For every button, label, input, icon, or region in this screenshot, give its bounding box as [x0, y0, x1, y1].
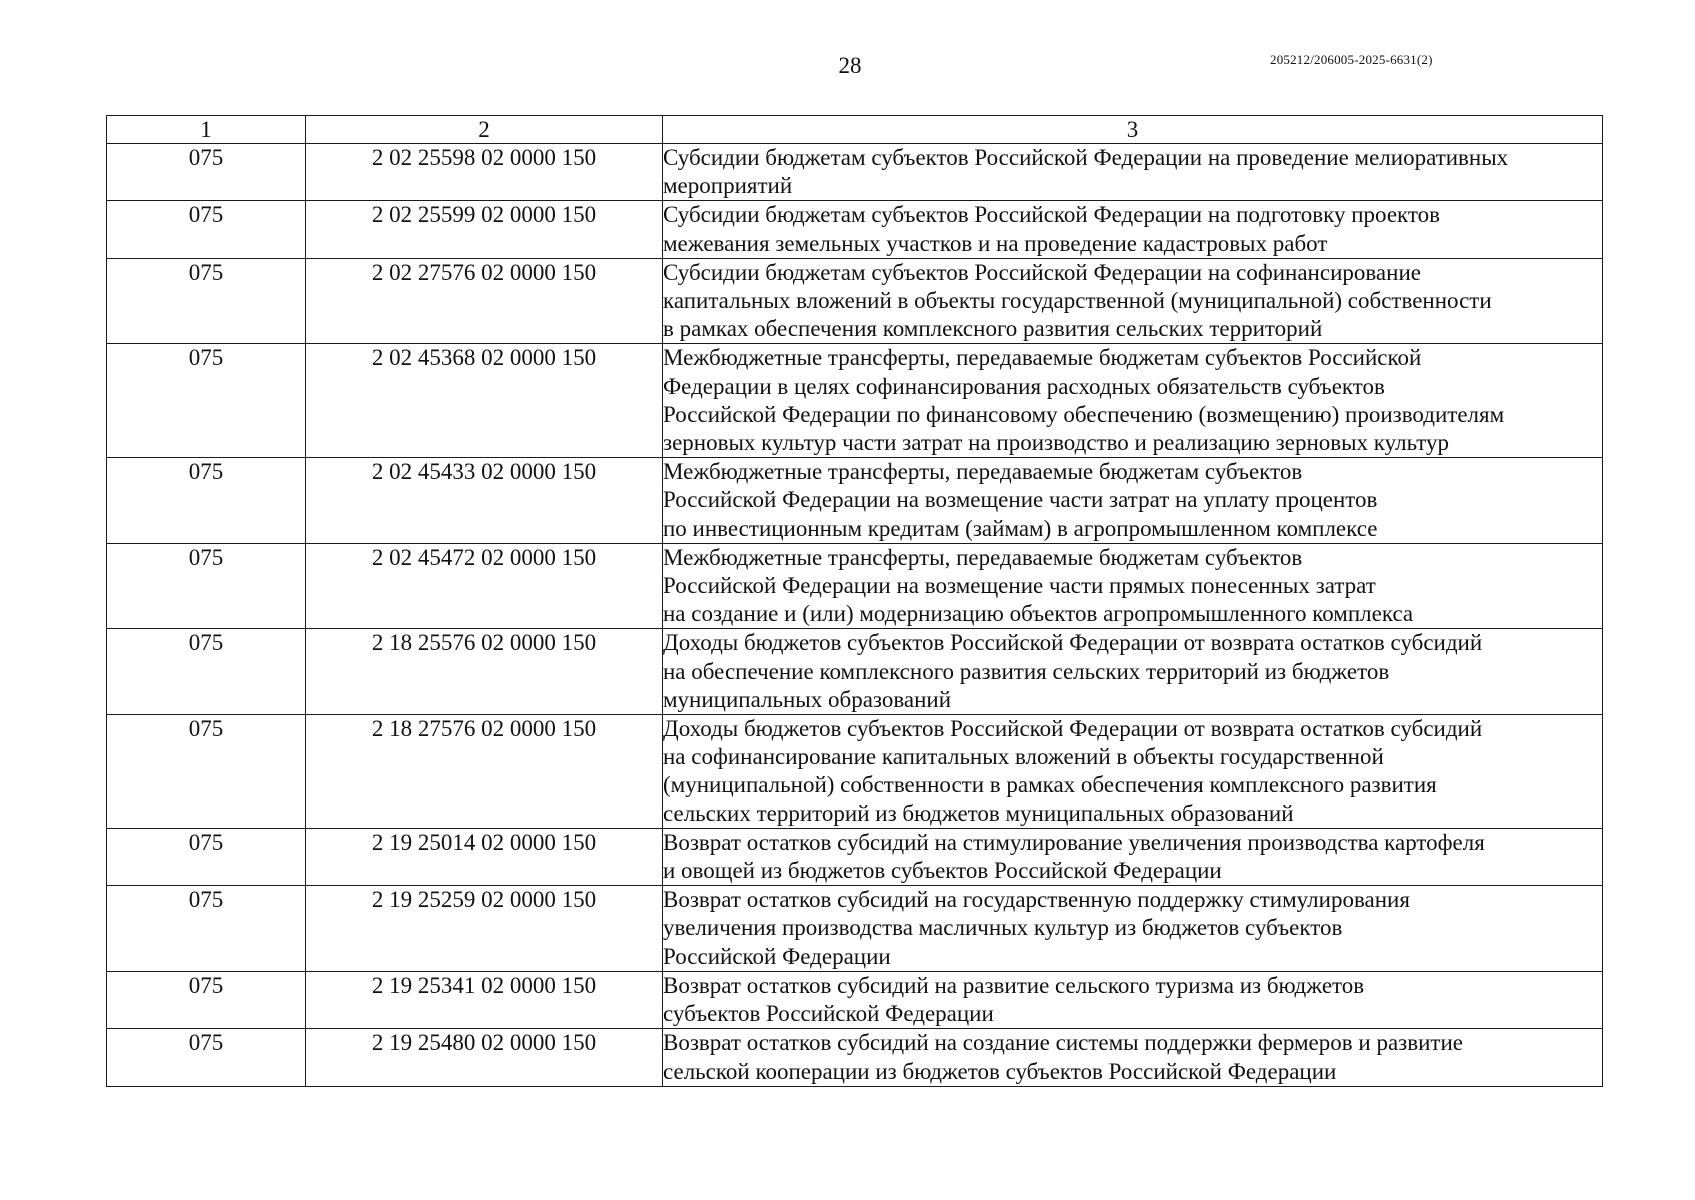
income-name-cell: Субсидии бюджетам субъектов Российской Федерации на проведение мелиоративных мероприятий [663, 144, 1603, 201]
admin-code-cell: 075 [107, 828, 306, 885]
admin-code-cell: 075 [107, 144, 306, 201]
admin-code-cell: 075 [107, 715, 306, 829]
table-row [107, 201, 1603, 258]
table-row [107, 344, 1603, 458]
table-row [107, 1029, 1603, 1086]
admin-code-cell: 075 [107, 971, 306, 1028]
admin-code-cell: 075 [107, 344, 306, 458]
income-name-cell: Возврат остатков субсидий на стимулирование увеличения производства картофеля и овощей из бюджетов субъектов Российской Федерации [663, 828, 1603, 885]
income-code-cell: 2 19 25341 02 0000 150 [306, 971, 663, 1028]
budget-codes-table [106, 115, 1603, 1087]
admin-code-cell: 075 [107, 201, 306, 258]
table-row [107, 886, 1603, 972]
table-row [107, 144, 1603, 201]
income-name-cell: Возврат остатков субсидий на развитие сельского туризма из бюджетов субъектов Российской Федерации [663, 971, 1603, 1028]
admin-code-cell: 075 [107, 458, 306, 544]
admin-code-cell: 075 [107, 258, 306, 344]
income-code-cell: 2 18 27576 02 0000 150 [306, 715, 663, 829]
income-name-cell: Субсидии бюджетам субъектов Российской Федерации на софинансирование капитальных вложений в объекты государственной (муниципальной) собственности в рамках обеспечения комплексного развития сельских территорий [663, 258, 1603, 344]
table-header-row [107, 116, 1603, 144]
column-header-2: 2 [306, 116, 663, 144]
income-code-cell: 2 19 25259 02 0000 150 [306, 886, 663, 972]
page-number: 28 [838, 53, 862, 78]
table-row [107, 828, 1603, 885]
admin-code-cell: 075 [107, 1029, 306, 1086]
income-code-cell: 2 19 25480 02 0000 150 [306, 1029, 663, 1086]
income-name-cell: Возврат остатков субсидий на государственную поддержку стимулирования увеличения производства масличных культур из бюджетов субъектов Российской Федерации [663, 886, 1603, 972]
column-header-1: 1 [107, 116, 306, 144]
income-name-cell: Доходы бюджетов субъектов Российской Федерации от возврата остатков субсидий на обеспечение комплексного развития сельских территорий из бюджетов муниципальных образований [663, 629, 1603, 715]
table-row [107, 629, 1603, 715]
income-name-cell: Межбюджетные трансферты, передаваемые бюджетам субъектов Российской Федерации в целях софинансирования расходных обязательств субъектов Российской Федерации по финансовому обеспечению (возмещению) производителям зерновых культур части затрат на производство и реализацию зерновых культур [663, 344, 1603, 458]
income-name-cell: Межбюджетные трансферты, передаваемые бюджетам субъектов Российской Федерации на возмещение части прямых понесенных затрат на создание и (или) модернизацию объектов агропромышленного комплекса [663, 543, 1603, 629]
admin-code-cell: 075 [107, 629, 306, 715]
income-code-cell: 2 02 27576 02 0000 150 [306, 258, 663, 344]
income-name-cell: Возврат остатков субсидий на создание системы поддержки фермеров и развитие сельской кооперации из бюджетов субъектов Российской Федерации [663, 1029, 1603, 1086]
income-code-cell: 2 02 45433 02 0000 150 [306, 458, 663, 544]
column-header-3: 3 [663, 116, 1603, 144]
table-row [107, 258, 1603, 344]
table-row [107, 458, 1603, 544]
document-id: 205212/206005-2025-6631(2) [1270, 52, 1433, 67]
income-code-cell: 2 02 25599 02 0000 150 [306, 201, 663, 258]
income-code-cell: 2 02 25598 02 0000 150 [306, 144, 663, 201]
income-code-cell: 2 02 45368 02 0000 150 [306, 344, 663, 458]
income-name-cell: Субсидии бюджетам субъектов Российской Федерации на подготовку проектов межевания земельных участков и на проведение кадастровых работ [663, 201, 1603, 258]
table-row [107, 715, 1603, 829]
income-name-cell: Доходы бюджетов субъектов Российской Федерации от возврата остатков субсидий на софинансирование капитальных вложений в объекты государственной (муниципальной) собственности в рамках обеспечения комплексного развития сельских территорий из бюджетов муниципальных образований [663, 715, 1603, 829]
admin-code-cell: 075 [107, 886, 306, 972]
table-row [107, 971, 1603, 1028]
income-code-cell: 2 18 25576 02 0000 150 [306, 629, 663, 715]
income-name-cell: Межбюджетные трансферты, передаваемые бюджетам субъектов Российской Федерации на возмещение части затрат на уплату процентов по инвестиционным кредитам (займам) в агропромышленном комплексе [663, 458, 1603, 544]
admin-code-cell: 075 [107, 543, 306, 629]
table-row [107, 543, 1603, 629]
income-code-cell: 2 19 25014 02 0000 150 [306, 828, 663, 885]
income-code-cell: 2 02 45472 02 0000 150 [306, 543, 663, 629]
